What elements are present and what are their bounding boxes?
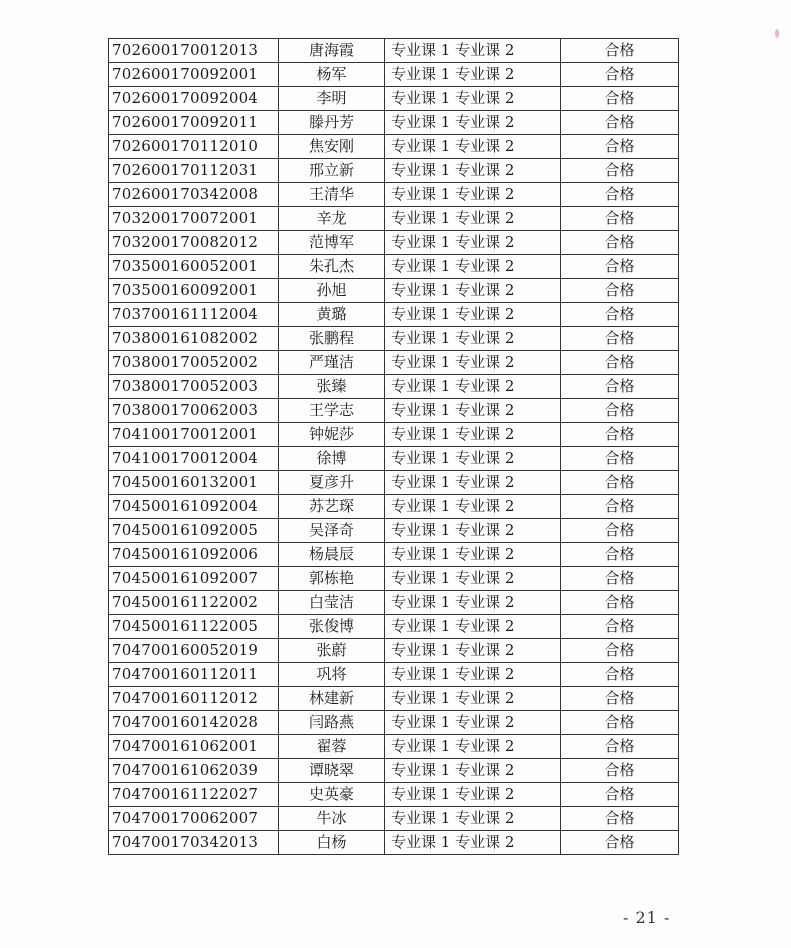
subject-cell: 专业课 1 专业课 2 [385,399,561,423]
subject-cell: 专业课 1 专业课 2 [385,591,561,615]
subject-cell: 专业课 1 专业课 2 [385,639,561,663]
table-row [109,255,679,279]
subject-cell: 专业课 1 专业课 2 [385,87,561,111]
table-row [109,615,679,639]
result-cell: 合格 [561,231,679,255]
table-row [109,423,679,447]
candidate-name-cell: 翟蓉 [279,735,385,759]
table-row [109,39,679,63]
subject-cell: 专业课 1 专业课 2 [385,279,561,303]
candidate-name-cell: 李明 [279,87,385,111]
subject-cell: 专业课 1 专业课 2 [385,495,561,519]
candidate-name-cell: 范博军 [279,231,385,255]
subject-cell: 专业课 1 专业课 2 [385,783,561,807]
table-row [109,687,679,711]
subject-cell: 专业课 1 专业课 2 [385,831,561,855]
subject-cell: 专业课 1 专业课 2 [385,39,561,63]
result-cell: 合格 [561,663,679,687]
table-row [109,351,679,375]
page-number: - 21 - [623,908,671,927]
candidate-id-cell: 702600170112010 [109,135,279,159]
result-cell: 合格 [561,639,679,663]
candidate-name-cell: 邢立新 [279,159,385,183]
candidate-name-cell: 滕丹芳 [279,111,385,135]
candidate-name-cell: 严瑾洁 [279,351,385,375]
subject-cell: 专业课 1 专业课 2 [385,687,561,711]
candidate-id-cell: 704700160112011 [109,663,279,687]
subject-cell: 专业课 1 专业课 2 [385,303,561,327]
candidate-name-cell: 郭栋艳 [279,567,385,591]
result-cell: 合格 [561,279,679,303]
subject-cell: 专业课 1 专业课 2 [385,447,561,471]
results-table [108,38,679,855]
candidate-name-cell: 王学志 [279,399,385,423]
candidate-name-cell: 辛龙 [279,207,385,231]
table-row [109,711,679,735]
subject-cell: 专业课 1 专业课 2 [385,111,561,135]
result-cell: 合格 [561,63,679,87]
candidate-id-cell: 704700170342013 [109,831,279,855]
candidate-id-cell: 704700160142028 [109,711,279,735]
result-cell: 合格 [561,111,679,135]
candidate-name-cell: 史英豪 [279,783,385,807]
table-row [109,327,679,351]
subject-cell: 专业课 1 专业课 2 [385,327,561,351]
table-row [109,783,679,807]
candidate-id-cell: 704100170012001 [109,423,279,447]
result-cell: 合格 [561,255,679,279]
result-cell: 合格 [561,495,679,519]
subject-cell: 专业课 1 专业课 2 [385,63,561,87]
candidate-id-cell: 702600170012013 [109,39,279,63]
candidate-name-cell: 徐博 [279,447,385,471]
table-row [109,759,679,783]
candidate-id-cell: 704100170012004 [109,447,279,471]
table-row [109,543,679,567]
candidate-id-cell: 703500160052001 [109,255,279,279]
result-cell: 合格 [561,183,679,207]
table-row [109,639,679,663]
candidate-name-cell: 张蔚 [279,639,385,663]
subject-cell: 专业课 1 专业课 2 [385,735,561,759]
table-row [109,207,679,231]
candidate-name-cell: 谭晓翠 [279,759,385,783]
table-row [109,159,679,183]
subject-cell: 专业课 1 专业课 2 [385,663,561,687]
candidate-id-cell: 702600170092001 [109,63,279,87]
candidate-id-cell: 704500161092004 [109,495,279,519]
candidate-id-cell: 703200170082012 [109,231,279,255]
results-table-body [109,39,679,855]
candidate-id-cell: 704500161092006 [109,543,279,567]
result-cell: 合格 [561,567,679,591]
result-cell: 合格 [561,735,679,759]
result-cell: 合格 [561,687,679,711]
subject-cell: 专业课 1 专业课 2 [385,231,561,255]
candidate-id-cell: 704500161122005 [109,615,279,639]
candidate-name-cell: 苏艺琛 [279,495,385,519]
table-row [109,375,679,399]
candidate-id-cell: 703200170072001 [109,207,279,231]
result-cell: 合格 [561,351,679,375]
result-cell: 合格 [561,159,679,183]
candidate-id-cell: 703500160092001 [109,279,279,303]
candidate-id-cell: 702600170092004 [109,87,279,111]
candidate-name-cell: 朱孔杰 [279,255,385,279]
candidate-id-cell: 703800170052002 [109,351,279,375]
table-row [109,111,679,135]
result-cell: 合格 [561,399,679,423]
candidate-name-cell: 杨军 [279,63,385,87]
candidate-name-cell: 巩将 [279,663,385,687]
table-row [109,87,679,111]
candidate-id-cell: 704700161062001 [109,735,279,759]
table-row [109,447,679,471]
result-cell: 合格 [561,615,679,639]
candidate-id-cell: 702600170342008 [109,183,279,207]
candidate-name-cell: 张俊博 [279,615,385,639]
candidate-id-cell: 704700170062007 [109,807,279,831]
subject-cell: 专业课 1 专业课 2 [385,159,561,183]
table-row [109,303,679,327]
result-cell: 合格 [561,711,679,735]
result-cell: 合格 [561,519,679,543]
candidate-name-cell: 焦安刚 [279,135,385,159]
table-row [109,135,679,159]
result-cell: 合格 [561,543,679,567]
subject-cell: 专业课 1 专业课 2 [385,351,561,375]
table-row [109,183,679,207]
candidate-id-cell: 703700161112004 [109,303,279,327]
candidate-id-cell: 704500160132001 [109,471,279,495]
candidate-name-cell: 杨晨辰 [279,543,385,567]
candidate-name-cell: 张鹏程 [279,327,385,351]
table-row [109,471,679,495]
table-row [109,591,679,615]
result-cell: 合格 [561,135,679,159]
result-cell: 合格 [561,87,679,111]
candidate-id-cell: 704700160112012 [109,687,279,711]
candidate-name-cell: 钟妮莎 [279,423,385,447]
candidate-name-cell: 唐海霞 [279,39,385,63]
table-row [109,495,679,519]
candidate-id-cell: 702600170112031 [109,159,279,183]
candidate-id-cell: 703800161082002 [109,327,279,351]
table-row [109,279,679,303]
candidate-id-cell: 702600170092011 [109,111,279,135]
result-cell: 合格 [561,783,679,807]
subject-cell: 专业课 1 专业课 2 [385,471,561,495]
table-row [109,831,679,855]
candidate-id-cell: 704500161092007 [109,567,279,591]
candidate-id-cell: 703800170052003 [109,375,279,399]
subject-cell: 专业课 1 专业课 2 [385,135,561,159]
candidate-name-cell: 黄璐 [279,303,385,327]
candidate-name-cell: 孙旭 [279,279,385,303]
candidate-id-cell: 703800170062003 [109,399,279,423]
candidate-name-cell: 吴泽奇 [279,519,385,543]
result-cell: 合格 [561,423,679,447]
subject-cell: 专业课 1 专业课 2 [385,255,561,279]
table-row [109,663,679,687]
result-cell: 合格 [561,303,679,327]
candidate-name-cell: 闫路燕 [279,711,385,735]
candidate-id-cell: 704500161092005 [109,519,279,543]
candidate-id-cell: 704700161122027 [109,783,279,807]
result-cell: 合格 [561,327,679,351]
result-cell: 合格 [561,375,679,399]
subject-cell: 专业课 1 专业课 2 [385,711,561,735]
candidate-name-cell: 白杨 [279,831,385,855]
result-cell: 合格 [561,591,679,615]
subject-cell: 专业课 1 专业课 2 [385,543,561,567]
table-row [109,807,679,831]
subject-cell: 专业课 1 专业课 2 [385,567,561,591]
table-row [109,231,679,255]
candidate-name-cell: 林建新 [279,687,385,711]
result-cell: 合格 [561,447,679,471]
candidate-id-cell: 704700161062039 [109,759,279,783]
candidate-name-cell: 白莹洁 [279,591,385,615]
subject-cell: 专业课 1 专业课 2 [385,423,561,447]
subject-cell: 专业课 1 专业课 2 [385,519,561,543]
subject-cell: 专业课 1 专业课 2 [385,375,561,399]
result-cell: 合格 [561,759,679,783]
candidate-name-cell: 王清华 [279,183,385,207]
result-cell: 合格 [561,39,679,63]
table-row [109,567,679,591]
table-row [109,735,679,759]
subject-cell: 专业课 1 专业课 2 [385,207,561,231]
result-cell: 合格 [561,207,679,231]
table-row [109,399,679,423]
candidate-name-cell: 牛冰 [279,807,385,831]
candidate-id-cell: 704500161122002 [109,591,279,615]
result-cell: 合格 [561,831,679,855]
ink-stain [775,29,779,38]
candidate-name-cell: 张臻 [279,375,385,399]
result-cell: 合格 [561,471,679,495]
table-row [109,63,679,87]
result-cell: 合格 [561,807,679,831]
subject-cell: 专业课 1 专业课 2 [385,759,561,783]
candidate-id-cell: 704700160052019 [109,639,279,663]
subject-cell: 专业课 1 专业课 2 [385,807,561,831]
candidate-name-cell: 夏彦升 [279,471,385,495]
table-row [109,519,679,543]
subject-cell: 专业课 1 专业课 2 [385,615,561,639]
subject-cell: 专业课 1 专业课 2 [385,183,561,207]
